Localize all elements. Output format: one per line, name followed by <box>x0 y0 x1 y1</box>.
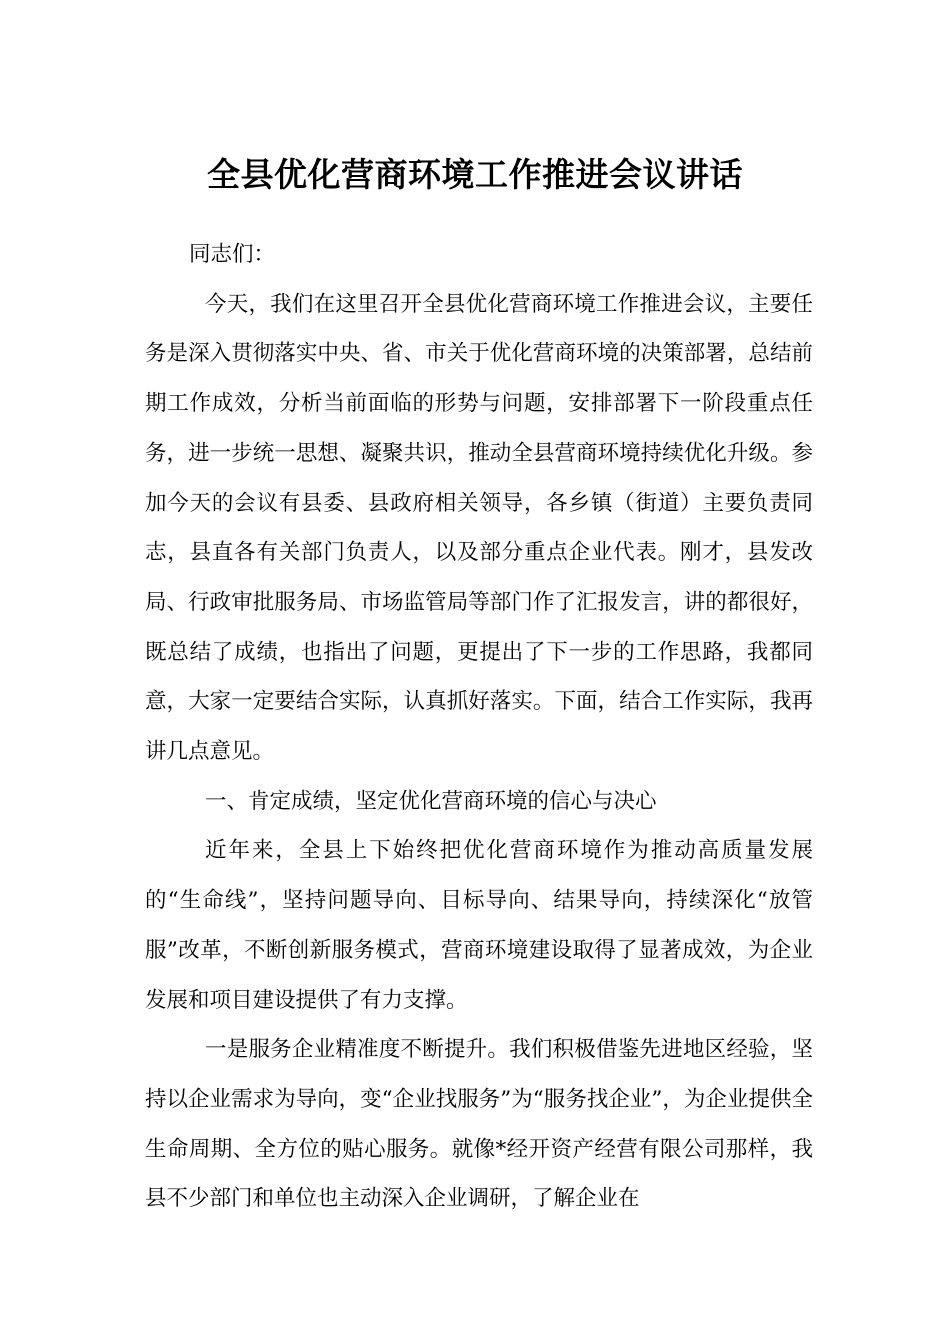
document-title: 全县优化营商环境工作推进会议讲话 <box>207 155 743 195</box>
point-1-paragraph: 一是服务企业精准度不断提升。我们积极借鉴先进地区经验，坚持以企业需求为导向，变“企业找服务”为“服务找企业”，为企业提供全生命周期、全方位的贴心服务。就像*经开资产经营有限公司那样，我县不少部门和单位也主动深入企业调研，了解企业在 <box>145 1037 813 1212</box>
document-body <box>145 230 813 1224</box>
section-1-paragraph: 近年来，全县上下始终把优化营商环境作为推动高质量发展的“生命线”，坚持问题导向、目标导向、结果导向，持续深化“放管服”改革，不断创新服务模式，营商环境建设取得了显著成效，为企业发展和项目建设提供了有力支撑。 <box>145 838 813 1013</box>
intro-paragraph: 今天，我们在这里召开全县优化营商环境工作推进会议，主要任务是深入贯彻落实中央、省、市关于优化营商环境的决策部署，总结前期工作成效，分析当前面临的形势与问题，安排部署下一阶段重点任务，进一步统一思想、凝聚共识，推动全县营商环境持续优化升级。参加今天的会议有县委、县政府相关领导，各乡镇（街道）主要负责同志，县直各有关部门负责人，以及部分重点企业代表。刚才，县发改局、行政审批服务局、市场监管局等部门作了汇报发言，讲的都很好，既总结了成绩，也指出了问题，更提出了下一步的工作思路，我都同意，大家一定要结合实际，认真抓好落实。下面，结合工作实际，我再讲几点意见。 <box>145 291 813 765</box>
greeting: 同志们： <box>189 242 276 267</box>
section-heading-1: 一、肯定成绩，坚定优化营商环境的信心与决心 <box>205 788 657 814</box>
